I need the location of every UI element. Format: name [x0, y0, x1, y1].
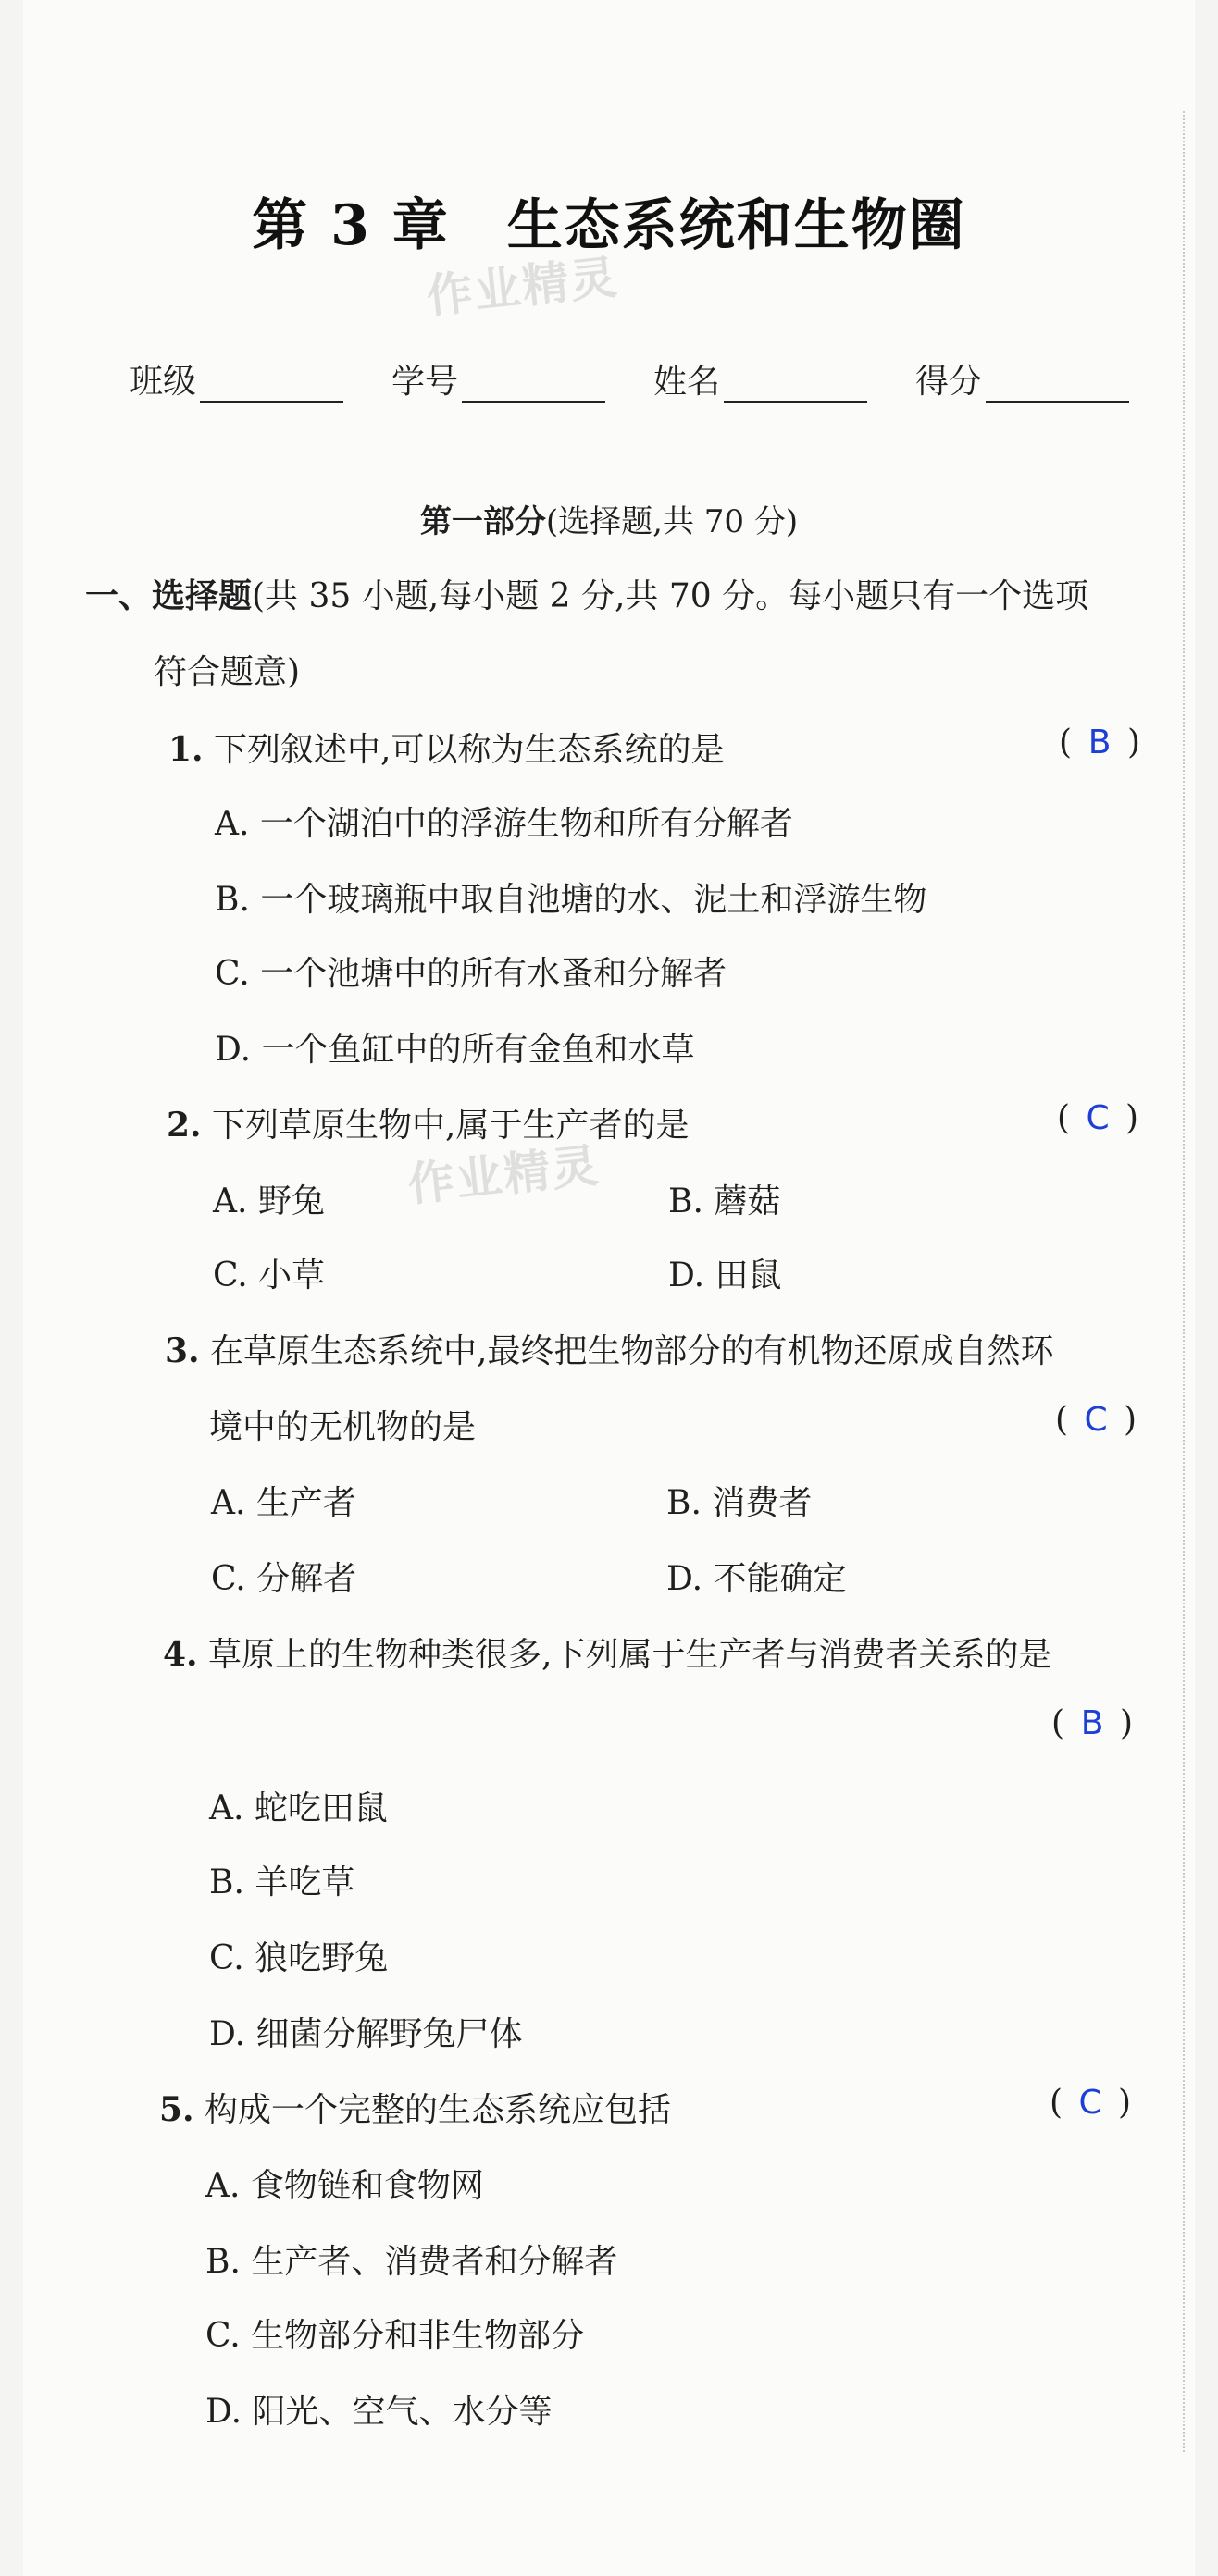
number-field[interactable] [392, 355, 605, 402]
option: A. 蛇吃田鼠 [209, 1790, 388, 1827]
option: C. 分解者 [211, 1560, 357, 1598]
option: D. 一个鱼缸中的所有金鱼和水草 [215, 1031, 695, 1069]
class-field[interactable] [130, 355, 343, 402]
number-blank[interactable] [462, 369, 605, 402]
question-number: 2. [167, 1106, 202, 1145]
chapter-title: 第 3 章 生态系统和生物圈 [252, 193, 966, 258]
score-blank[interactable] [986, 369, 1129, 402]
question-4 [163, 1629, 1052, 1676]
answer-choice: C [1086, 1099, 1110, 1137]
page-edge-line [1183, 111, 1185, 2452]
number-label: 学号 [391, 363, 458, 401]
class-label: 班级 [130, 363, 197, 401]
name-field[interactable] [653, 355, 867, 402]
answer-bracket: ( C ) [1055, 1401, 1137, 1439]
part-heading [0, 496, 1218, 541]
option: B. 生产者、消费者和分解者 [205, 2243, 618, 2281]
watermark: 作业精灵 [404, 1138, 603, 1212]
option: B. 消费者 [666, 1484, 813, 1522]
option: C. 狼吃野兔 [209, 1939, 389, 1977]
question-stem-line2: 境中的无机物的是 [209, 1408, 477, 1446]
part-heading-rest: (选择题,共 70 分) [545, 503, 799, 540]
question-number: 4. [163, 1635, 198, 1674]
score-label: 得分 [914, 363, 982, 401]
section-label: 一、选择题 [85, 576, 253, 615]
watermark: 作业精灵 [423, 250, 621, 324]
answer-bracket: ( B ) [1051, 1704, 1134, 1742]
question-stem: 草原上的生物种类很多,下列属于生产者与消费者关系的是 [208, 1636, 1052, 1674]
answer-choice: C [1084, 1401, 1108, 1439]
question-3 [165, 1325, 1054, 1372]
question-number: 1. [168, 730, 204, 769]
option: B. 一个玻璃瓶中取自池塘的水、泥土和浮游生物 [215, 881, 927, 919]
part-heading-bold: 第一部分 [419, 503, 546, 540]
answer-bracket: ( C ) [1057, 1099, 1139, 1137]
option: C. 一个池塘中的所有水蚤和分解者 [215, 955, 727, 993]
option: A. 食物链和食物网 [205, 2167, 484, 2205]
answer-choice: B [1080, 1704, 1104, 1742]
section-heading [85, 570, 1088, 617]
answer-choice: B [1088, 724, 1112, 762]
question-number: 3. [165, 1331, 200, 1370]
option: A. 生产者 [211, 1484, 356, 1522]
option: B. 羊吃草 [209, 1864, 355, 1901]
option: A. 一个湖泊中的浮游生物和所有分解者 [215, 805, 793, 843]
question-5 [159, 2084, 671, 2131]
question-number: 5. [159, 2090, 194, 2129]
option: B. 蘑菇 [668, 1183, 781, 1220]
name-label: 姓名 [652, 363, 720, 401]
question-stem: 下列草原生物中,属于生产者的是 [212, 1107, 690, 1145]
option: D. 不能确定 [666, 1560, 847, 1598]
option: C. 小草 [213, 1257, 326, 1294]
student-info-row [130, 355, 1129, 402]
section-desc-line2: 符合题意) [154, 653, 301, 691]
name-blank[interactable] [724, 369, 867, 402]
answer-choice: C [1078, 2084, 1102, 2122]
option: A. 野兔 [213, 1183, 325, 1220]
question-2 [167, 1099, 690, 1146]
option: D. 细菌分解野兔尸体 [209, 2015, 523, 2053]
question-stem: 下列叙述中,可以称为生态系统的是 [214, 731, 725, 769]
score-field[interactable] [915, 355, 1129, 402]
question-1 [168, 724, 725, 771]
option: D. 阳光、空气、水分等 [205, 2393, 553, 2431]
option: C. 生物部分和非生物部分 [205, 2317, 585, 2355]
answer-bracket: ( C ) [1050, 2084, 1132, 2122]
question-stem: 构成一个完整的生态系统应包括 [205, 2091, 672, 2129]
section-desc: (共 35 小题,每小题 2 分,共 70 分。每小题只有一个选项 [252, 577, 1089, 615]
option: D. 田鼠 [668, 1257, 782, 1294]
class-blank[interactable] [200, 369, 343, 402]
question-stem: 在草原生态系统中,最终把生物部分的有机物还原成自然环 [210, 1332, 1054, 1370]
answer-bracket: ( B ) [1059, 724, 1141, 762]
